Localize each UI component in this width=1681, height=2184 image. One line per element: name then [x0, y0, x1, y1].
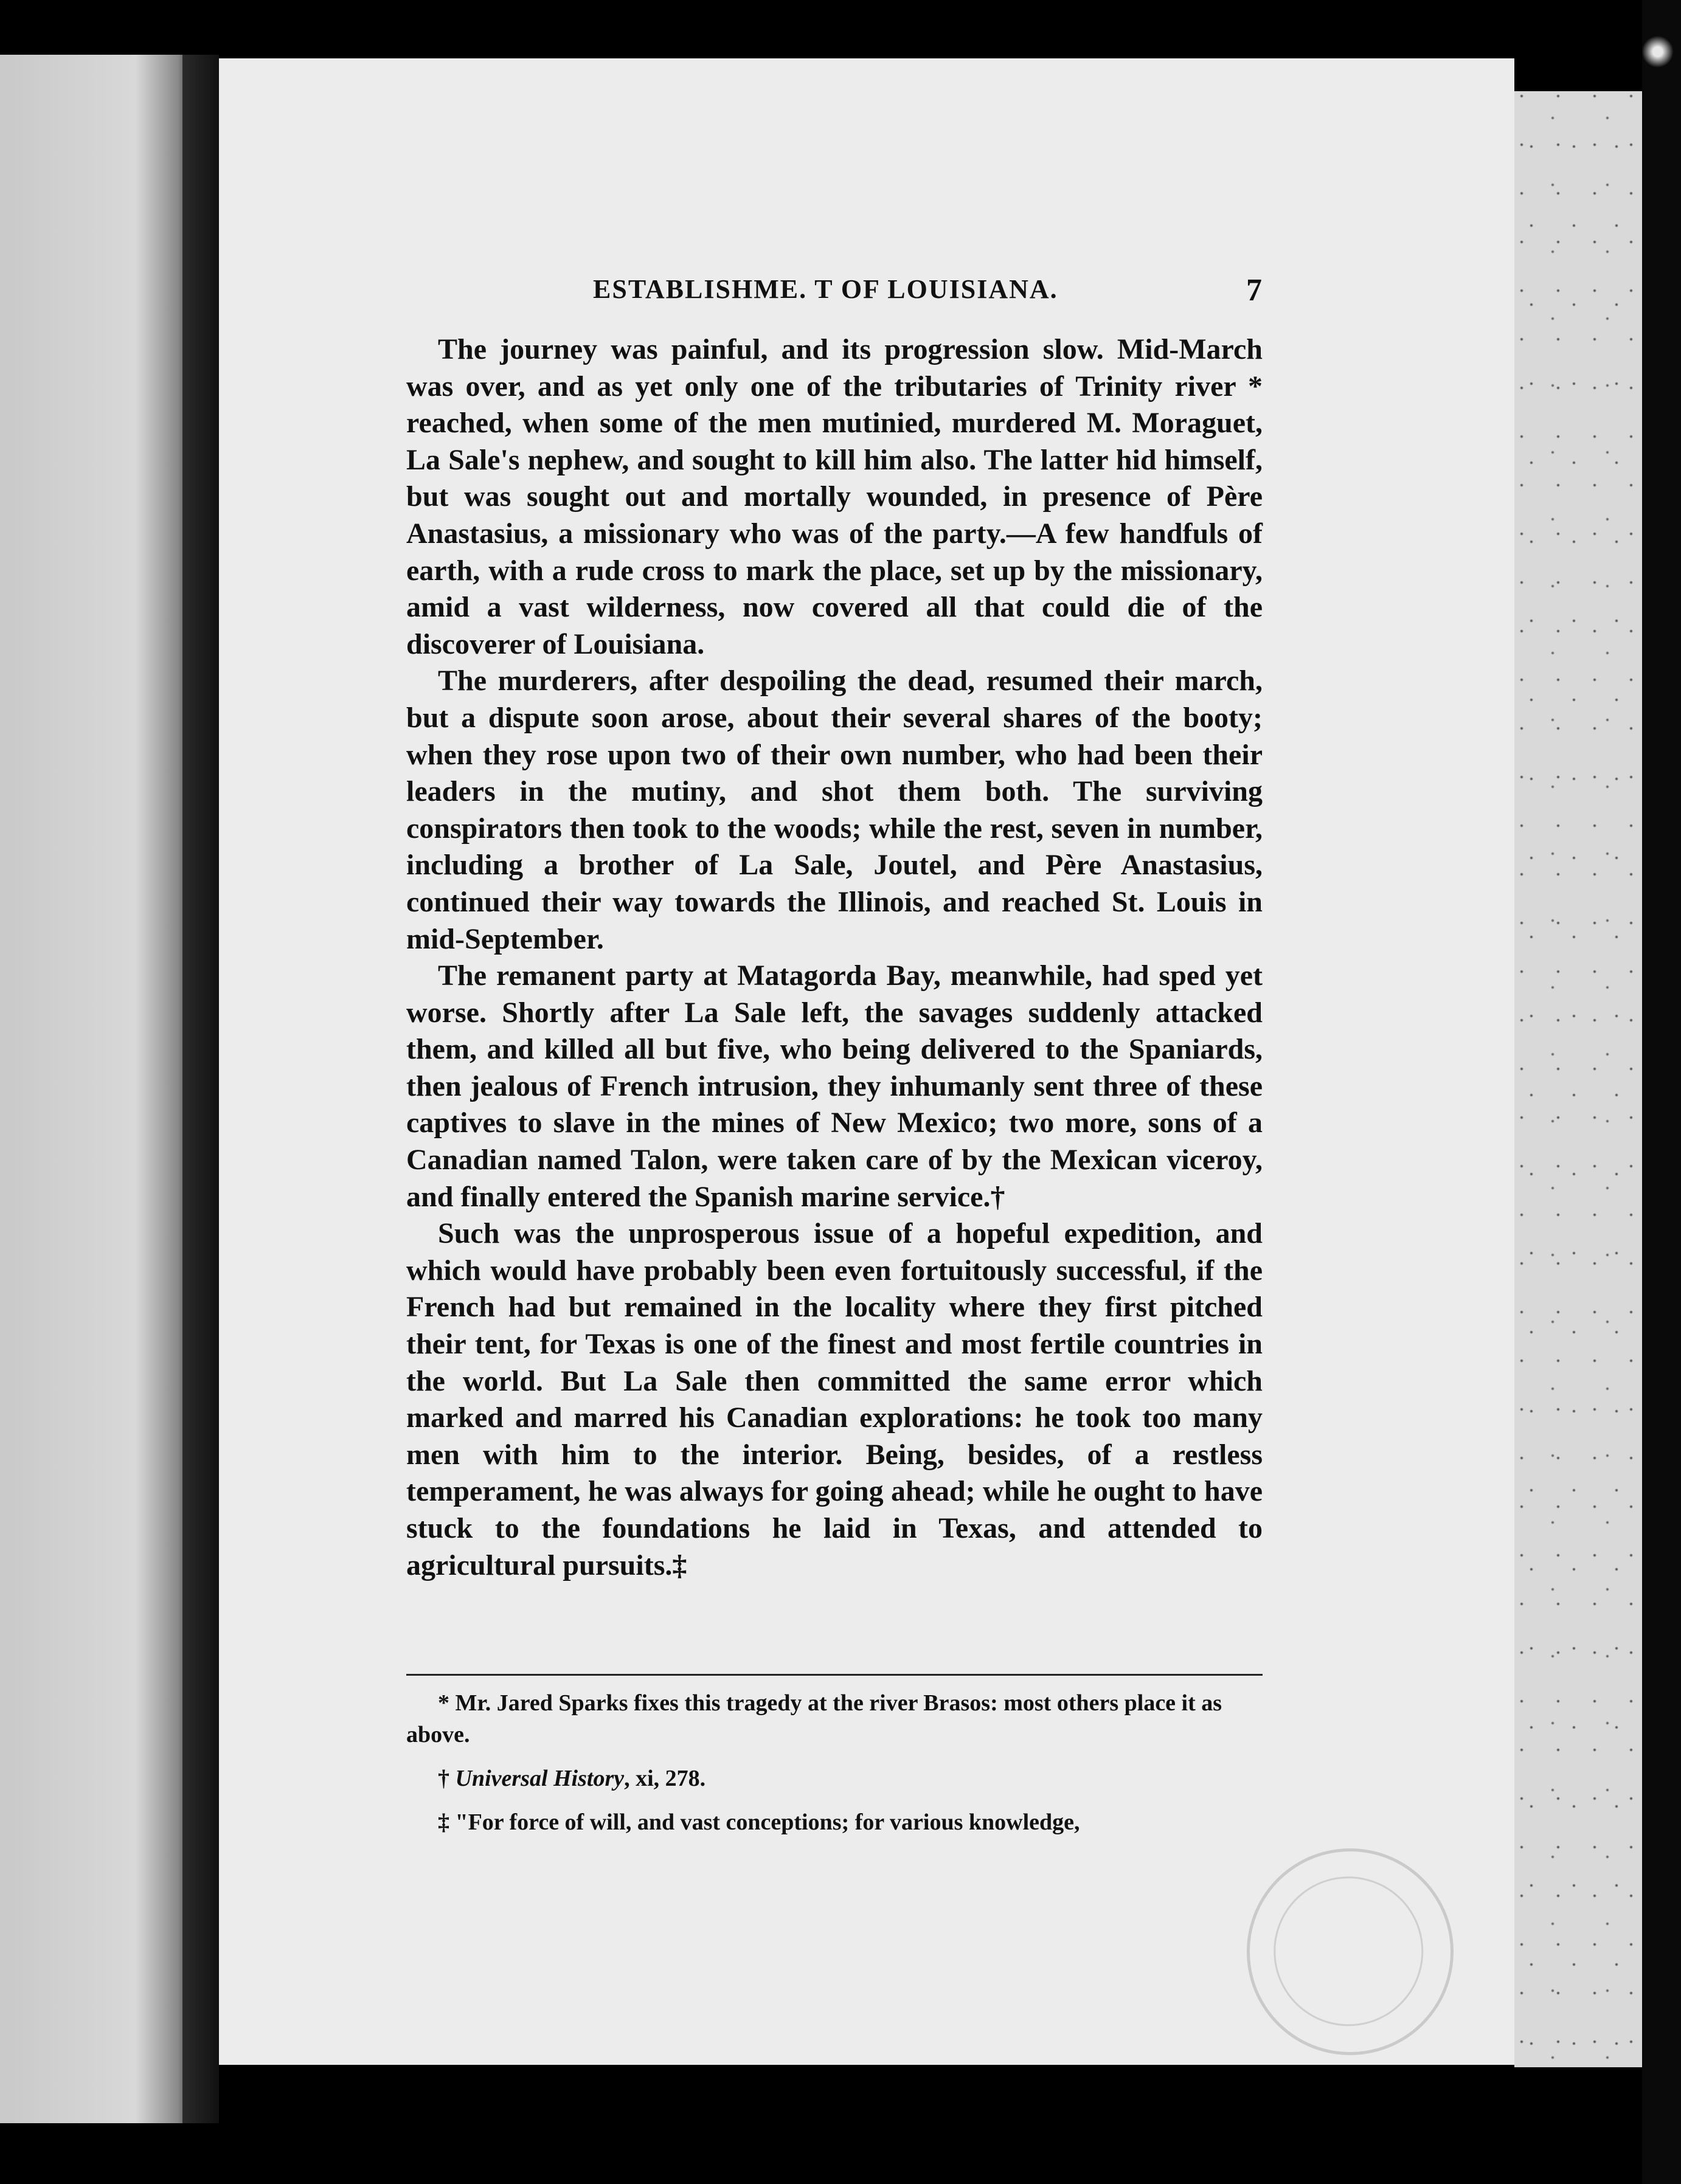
footnote-2-title: Universal History: [455, 1766, 625, 1791]
left-page-edge: [0, 55, 193, 2123]
footnote-3: ‡ "For force of will, and vast conceptions; for various knowledge,: [438, 1809, 1080, 1835]
library-stamp-inner: [1246, 1849, 1451, 2053]
paragraph-3: The remanent party at Matagorda Bay, meanwhile, had sped yet worse. Shortly after La Sale left, the savages suddenly attacked them, and killed all but five, who being delivered to the Spaniards, then jealous of French intrusion, they inhumanly sent three of these captives to slave in the mines of New Mexico; two more, sons of a Canadian named Talon, were taken care of by the Mexican viceroy, and finally entered the Spanish marine service.†: [406, 959, 1263, 1213]
body-text: [406, 331, 1263, 1584]
scan-background: [1642, 0, 1681, 2184]
running-head: ESTABLISHME. T OF LOUISIANA.: [593, 274, 1058, 304]
page-number: 7: [1246, 273, 1262, 308]
scan-speck: [1642, 18, 1681, 85]
paragraph-4: Such was the unprosperous issue of a hopeful expedition, and which would have probably been even fortuitously successful, if the French had but remained in the locality where they first pitched their tent, for Texas is one of the finest and most fertile countries in the world. But La Sale then committed the same error which marked and marred his Canadian explorations: he took too many men with him to the interior. Being, besides, of a restless temperament, he was always for going ahead; while he ought to have stuck to the foundations he laid in Texas, and attended to agricultural pursuits.‡: [406, 1217, 1263, 1581]
paragraph-2: The murderers, after despoiling the dead, resumed their march, but a dispute soon arose, about their several shares of the booty; when they rose upon two of their own number, who had been their leaders in the mutiny, and shot them both. The surviving conspirators then took to the woods; while the rest, seven in number, including a brother of La Sale, Joutel, and Père Anastasius, continued their way towards the Illinois, and reached St. Louis in mid-September.: [406, 665, 1263, 955]
footnotes: [406, 1687, 1263, 1850]
book-gutter: [182, 55, 219, 2123]
page-stack-edge: [1514, 91, 1642, 2067]
paragraph-1: The journey was painful, and its progression slow. Mid-March was over, and as yet only one of the tributaries of Trinity river * reached, when some of the men mutinied, murdered M. Moraguet, La Sale's nephew, and sought to kill him also. The latter hid himself, but was sought out and mortally wounded, in presence of Père Anastasius, a missionary who was of the party.—A few handfuls of earth, with a rude cross to mark the place, set up by the missionary, amid a vast wilderness, now covered all that could die of the discoverer of Louisiana.: [406, 333, 1263, 660]
footnote-2-mark: †: [438, 1766, 456, 1791]
footnote-1: * Mr. Jared Sparks fixes this tragedy at the river Brasos: most others place it as above.: [406, 1690, 1222, 1747]
footnote-rule: [406, 1674, 1263, 1676]
footnote-2-rest: , xi, 278.: [624, 1766, 706, 1791]
footnote-2: [406, 1763, 1263, 1794]
